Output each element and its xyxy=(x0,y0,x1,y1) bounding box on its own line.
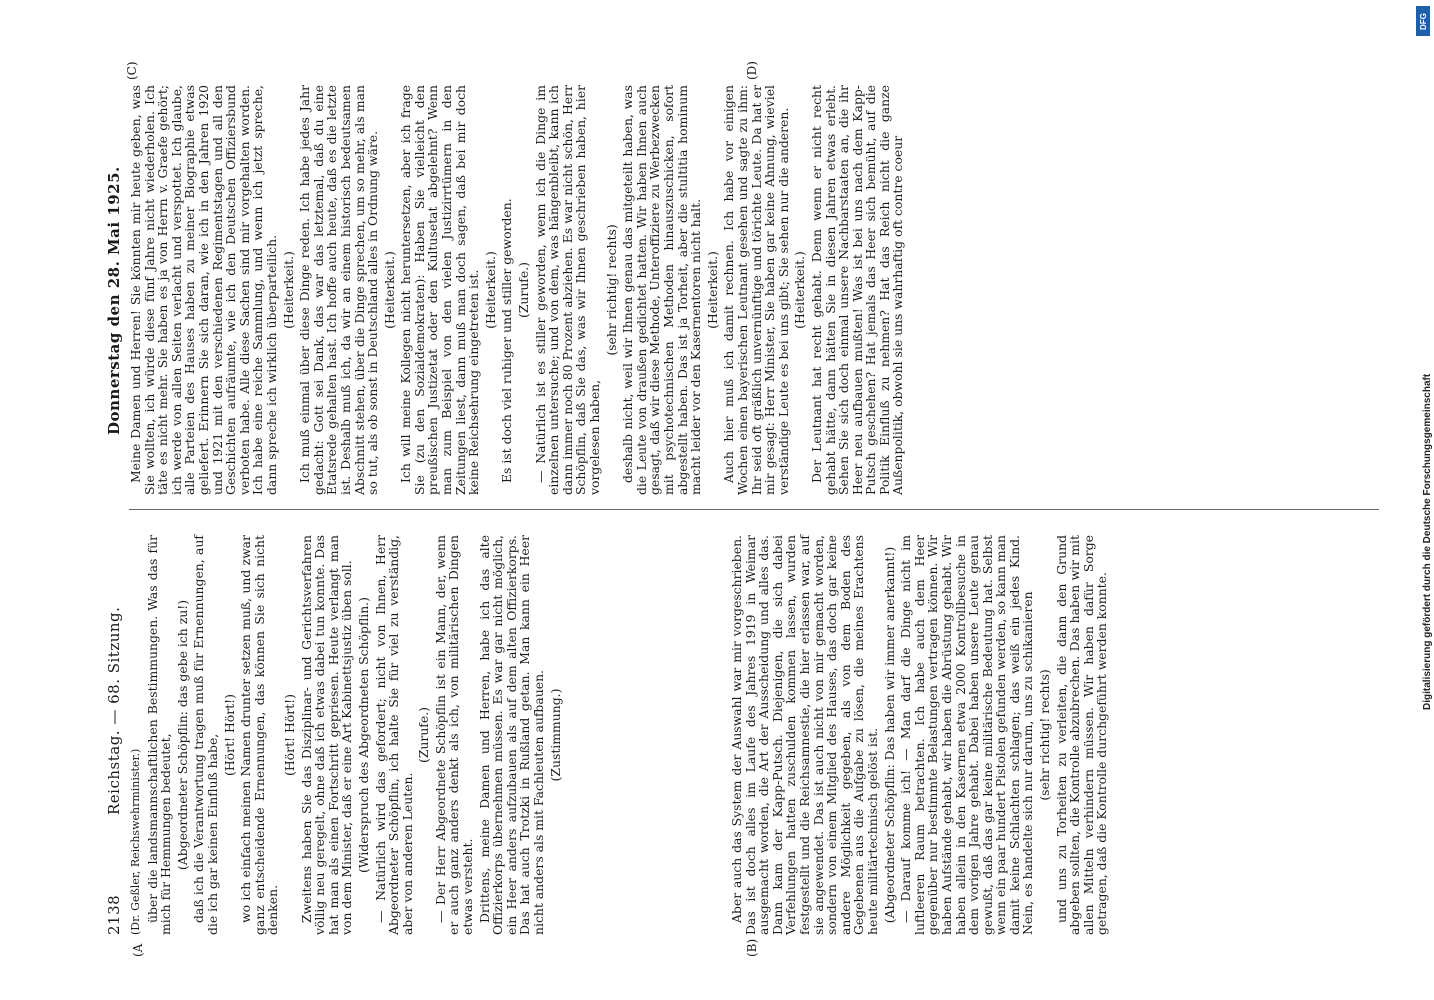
paragraph: Aber auch das System der Auswahl war mir vorgeschrieben. Das ist doch alles im Laufe des Jahres 1919 in Weimar ausgemacht worden, die Art der Ausscheidung und alles das. Dann kam der Kapp-Putsch. Diejenigen, die sich dabei Verfehlungen hatten zuschulden kommen lassen, wurden festgestellt und die Reichsamnestie, die hier erlassen war, auf sie angewendet. Das ist auch nicht von mir gemacht worden, sondern von einem Mitglied des Hauses, das doch gar keine andere Möglichkeit gegeben, als von dem Boden des Gegebenen aus die Aufgabe zu lösen, die meines Erachtens heute militärtechnisch gelöst ist. xyxy=(729,535,880,935)
margin-marker-b: (B) xyxy=(745,938,759,957)
paragraph: — Der Herr Abgeordnete Schöpflin ist ein Mann, der, wenn er auch ganz anders denkt als ich, von militärischen Dingen etwas versteht. xyxy=(432,535,476,935)
dfg-credit-text: Digitalisierung gefördert durch die Deutsche Forschungsgemeinschaft xyxy=(1422,373,1433,710)
interjection: (sehr richtig! rechts) xyxy=(1037,669,1053,801)
paragraph: Es ist doch viel ruhiger und stiller geworden. xyxy=(499,198,515,483)
margin-marker-c: (C) xyxy=(125,61,139,80)
digitization-note xyxy=(1412,10,1432,710)
paragraph: Der Leutnant hat recht gehabt. Denn wenn er nicht recht gehabt hätte, dann hätten Sie in diesen Jahren etwas erlebt. Sehen Sie sich doch einmal unsere Nachbarstaaten an, die ihr Heer neu aufbauen mußten! Was ist bei uns nach dem Kapp-Putsch geschehen? Hat jemals das Heer sich bemüht, auf die Politik Einfluß zu nehmen? Hat das Reich nicht die ganze Außenpolitik, obwohl sie uns wahrhaftig oft contre coeur xyxy=(808,85,906,495)
right-column xyxy=(129,85,1389,495)
margin-marker-d: (D) xyxy=(745,61,759,80)
interjection: (Zustimmung.) xyxy=(547,688,563,782)
paragraph: — Natürlich ist es stiller geworden, wenn ich die Dinge im einzelnen untersuche; und von dem, was hängenbleibt, kann ich dann immer noch 80 Prozent abziehen. Es war nicht schön, Herr Schöpflin, daß Sie das, was wir Ihnen geschrieben haben, hier vorgelesen haben, xyxy=(532,85,602,495)
left-column xyxy=(129,535,689,935)
interjection: (Heiterkeit.) xyxy=(792,251,808,329)
interjection: (Hört! Hört!) xyxy=(281,694,297,776)
paragraph: daß ich die Verantwortung tragen muß für Ernennungen, auf die ich gar keinen Einfluß habe, xyxy=(191,535,220,935)
paragraph: Ich muß einmal über diese Dinge reden. Ich habe jedes Jahr gedacht: Gott sei Dank, das war das letztemal, daß du eine Etatsrede gehalten hast. Ich hoffe auch heute, daß es die letzte ist. Deshalb muß ich, da wir an einem historisch bedeutsamen Abschnitt stehen, über die Dinge sprechen, um so mehr, als man so tut, als ob sonst in Deutschland alles in Ordnung wäre. xyxy=(297,85,381,495)
interjection: (Zurufe.) xyxy=(416,706,432,764)
paragraph: — Natürlich wird das gefordert; nicht von Ihnen, Herr Abgeordneter Schöpflin, ich halte Sie für viel zu verständig, aber von anderen Leuten. xyxy=(372,535,415,935)
paragraph: Meine Damen und Herren! Sie könnten mir heute geben, was Sie wollten, ich würde diese fünf Jahre nicht wiederholen. Ich täte es nicht mehr. Sie haben es ja von Herrn v. Graefe gehört; ich werde von allen Seiten verlacht und verspottet. Ich glaube, alle Parteien des Hauses haben zu meiner Biographie etwas geliefert. Erinnern Sie sich daran, wie ich in den Jahren 1920 und 1921 mit den verschiedenen Regimentstagen und all den Geschichten aufräumte, wie ich den Deutschen Offiziersbund verboten habe. Alle diese Sachen sind mir vorgehalten worden. Ich habe eine reiche Sammlung, und wenn ich jetzt spreche, dann spreche ich wirklich überparteilich. xyxy=(128,85,279,495)
interjection: (Abgeordneter Schöpflin: Das haben wir immer anerkannt!) xyxy=(881,546,897,924)
running-header xyxy=(105,75,127,935)
margin-marker-a: (A xyxy=(131,943,145,957)
document-page xyxy=(105,61,1395,957)
interjection: (Hört! Hört!) xyxy=(221,694,237,776)
interjection: (sehr richtig! rechts) xyxy=(603,224,619,356)
paragraph: Zweitens haben Sie das Disziplinar- und Gerichtsverfahren völlig neu geregelt, ohne daß ich etwas dabei tun konnte. Das hat man als einen Fortschritt gepriesen. Heute verlangt man von dem Minister, daß er eine Art Kabinettsjustiz üben soll. xyxy=(298,535,355,935)
left-column-lower xyxy=(730,535,1390,935)
interjection: (Heiterkeit.) xyxy=(704,251,720,329)
column-divider xyxy=(129,509,1379,510)
paragraph: wo ich einfach meinen Namen drunter setzen muß, und zwar ganz entscheidende Ernennungen, das können Sie sich nicht denken. xyxy=(238,535,281,935)
interjection: (Zurufe.) xyxy=(516,261,532,319)
paragraph: über die landsmannschaftlichen Bestimmungen. Was das für mich für Hemmungen bedeutet, xyxy=(144,535,174,935)
paragraph: deshalb nicht, weil wir Ihnen genau das mitgeteilt haben, was die Leute von draußen gedichtet hatten. Wir haben Ihnen auch gesagt, daß wir diese Methode, Unteroffiziere zu Werbezwecken mit psychotechnischen Methoden hinauszuschicken, sofort abgestellt haben. Das ist ja Torheit, aber die stultitia hominum macht leider vor den Kasernentoren nicht halt. xyxy=(620,85,704,495)
speaker-line: (Dr. Geßler, Reichswehrminister.) xyxy=(129,748,142,935)
interjection: (Widerspruch des Abgeordneten Schöpflin.) xyxy=(355,597,371,873)
paragraph: Drittens, meine Damen und Herren, habe ich das alte Offizierkorps übernehmen müssen. Es war gar nicht möglich, ein Heer anders aufzubauen als auf dem alten Offizierkorps. Das hat auch Trotzki in Rußland getan. Man kann ein Heer nicht anders als mit Fachleuten aufbauen. xyxy=(476,535,547,935)
left-running-head: Reichstag. — 68. Sitzung. xyxy=(105,606,123,815)
paragraph: Auch hier muß ich damit rechnen. Ich habe vor einigen Wochen einen bayerischen Leutnant gesehen und sagte zu ihm: Ihr seid oft gräßlich unvernünftige und törichte Leute. Da hat er mir gesagt: Herr Minister, Sie haben gar keine Ahnung, wieviel verständige Leute es bei uns gibt; Sie sehen nur die anderen. xyxy=(721,85,791,495)
paragraph: Ich will meine Kollegen nicht heruntersetzen, aber ich frage Sie (zu den Sozialdemokraten): Haben Sie vielleicht den preußischen Justizetat oder den Kultusetat abgelehnt? Wenn man zum Beispiel von den vielen Justizirrtümern in den Zeitungen liest, dann muß man doch sagen, daß bei mir doch keine Reichsehrung eingetreten ist. xyxy=(398,85,482,495)
interjection: (Heiterkeit.) xyxy=(280,251,296,329)
paragraph: und uns zu Torheiten zu verleiten, die dann den Grund abgeben sollten, die Kontrolle abzubrechen. Das haben wir mit allen Mitteln verhindern müssen. Wir haben dafür Sorge getragen, daß die Kontrolle durchgeführt werden konnte. xyxy=(1053,535,1110,935)
page-number: 2138 xyxy=(105,894,123,935)
interjection: (Heiterkeit.) xyxy=(381,251,397,329)
interjection: (Heiterkeit.) xyxy=(482,251,498,329)
dfg-logo-icon: DFG xyxy=(1416,6,1430,36)
paragraph: — Darauf komme ich! — Man darf die Dinge nicht im luftleeren Raum betrachten. Ich habe auch dem Heer gegenüber nur bestimmte Belastungen vertragen können. Wir haben Aufstände gehabt, wir haben die Abrüstung gehabt. Wir haben allein in den Kasernen etwa 2000 Kontrollbesuche in dem vorigen Jahre gehabt. Dabei haben unsere Leute genau gewußt, daß das gar keine militärische Bedeutung hat. Selbst wenn ein paar hundert Pistolen gefunden werden, so kann man damit keine Schlachten schlagen; das weiß ein jedes Kind. Nein, es handelte sich nur darum, uns zu schikanieren xyxy=(898,535,1036,935)
interjection: (Abgeordneter Schöpflin: das gebe ich zu!) xyxy=(174,599,190,871)
right-running-head: Donnerstag den 28. Mai 1925. xyxy=(105,166,123,435)
